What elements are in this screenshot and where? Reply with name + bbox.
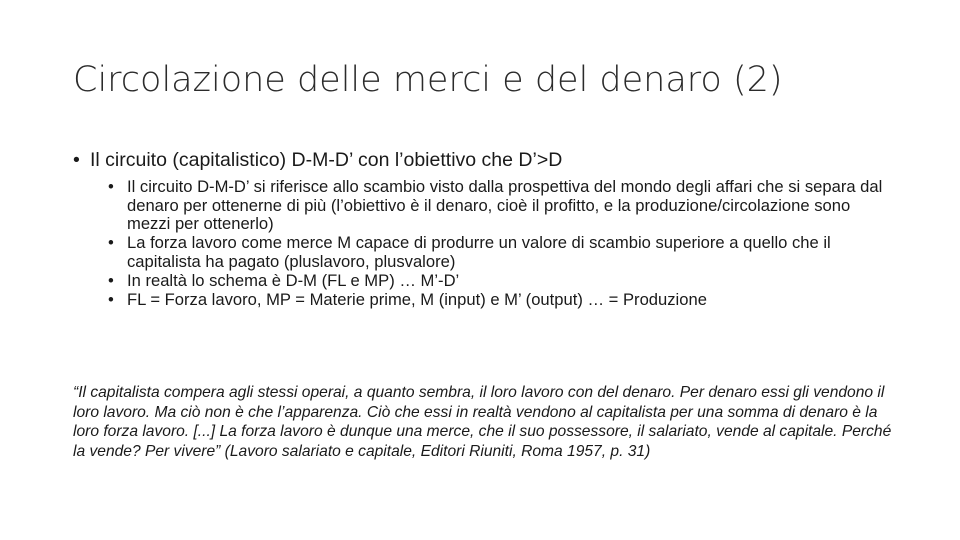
sub-bullet-item (108, 291, 888, 310)
sub-bullet-text: In realtà lo schema è D-M (FL e MP) … M’-D’ (127, 270, 460, 290)
bullet-icon: • (73, 149, 80, 171)
sub-bullet-text: FL = Forza lavoro, MP = Materie prime, M (input) e M’ (output) … = Produzione (127, 289, 707, 309)
quote-text: “Il capitalista compera agli stessi operai, a quanto sembra, il loro lavoro con del denaro. Per denaro essi gli vendono il loro lavoro. Ma ciò non è che l’apparenza. Ciò che essi in realtà vendono al capitalista per una somma di denaro è la loro forza lavoro. [...] La forza lavoro è dunque una merce, che il suo possessore, il salariato, vende al capitale. Perché la vende? Per vivere” (Lavoro salariato e capitale, Editori Riuniti, Roma 1957, p. 31) (73, 384, 892, 460)
sub-bullet-item (108, 272, 888, 291)
main-bullet-point (73, 146, 893, 174)
bullet-icon: • (108, 177, 114, 196)
sub-bullet-text: Il circuito D-M-D’ si riferisce allo scambio visto dalla prospettiva del mondo degli affari che si separa dal denaro per ottenerne di più (l’obiettivo è il denaro, cioè il profitto, e la produzione/circolazione sono mezzi per ottenerlo) (127, 177, 883, 233)
sub-bullet-text: La forza lavoro come merce M capace di produrre un valore di scambio superiore a quello che il capitalista ha pagato (pluslavoro, plusvalore) (127, 233, 831, 271)
bullet-icon: • (108, 289, 114, 309)
sub-bullet-list (108, 178, 888, 310)
sub-bullet-item (108, 234, 888, 271)
bullet-icon: • (108, 233, 114, 252)
bullet-icon: • (108, 270, 114, 290)
main-bullet-text: Il circuito (capitalistico) D-M-D’ con l’obiettivo che D’>D (90, 149, 563, 171)
slide-title: Circolazione delle merci e del denaro (2) (73, 60, 783, 100)
sub-bullet-item (108, 178, 888, 234)
